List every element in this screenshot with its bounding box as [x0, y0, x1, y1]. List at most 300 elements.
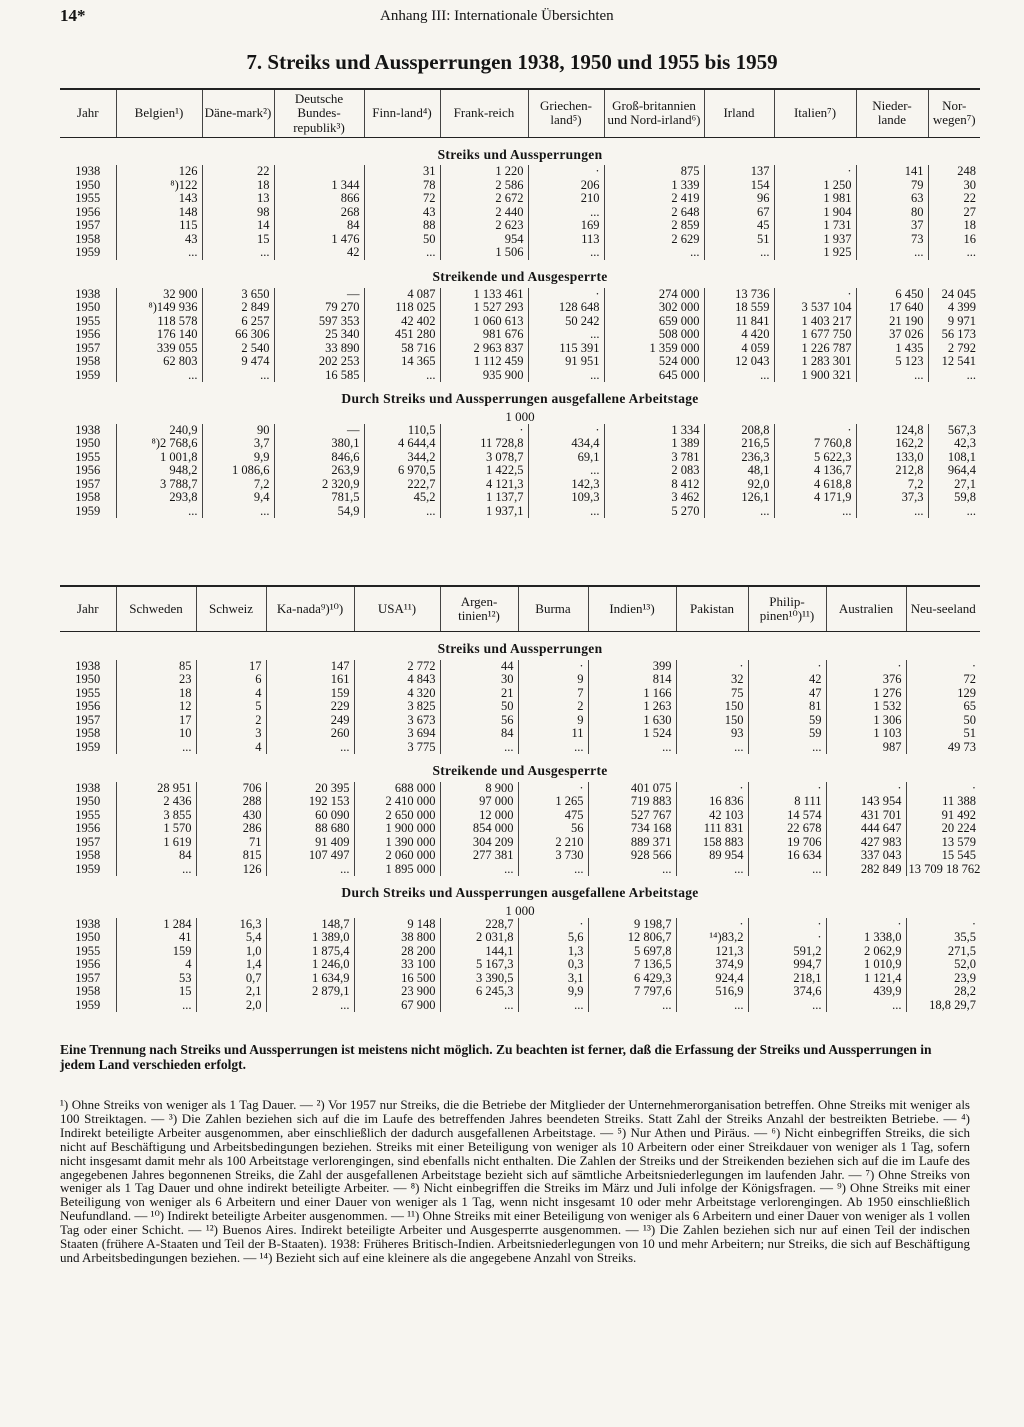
- value-cell: 1 731: [774, 219, 856, 233]
- value-cell: 875: [604, 165, 704, 179]
- value-cell: 9,4: [202, 491, 274, 505]
- value-cell: 1 900 000: [354, 822, 440, 836]
- value-cell: 88 680: [266, 822, 354, 836]
- value-cell: 0,7: [196, 972, 266, 986]
- value-cell: 1 532: [826, 700, 906, 714]
- table-row: [60, 424, 980, 438]
- year-cell: 1958: [75, 490, 101, 505]
- value-cell: 58 716: [364, 342, 440, 356]
- year-cell: 1950: [75, 436, 101, 451]
- value-cell: ...: [826, 999, 906, 1013]
- value-cell: 1 677 750: [774, 328, 856, 342]
- value-cell: 2 963 837: [440, 342, 528, 356]
- value-cell: 249: [266, 714, 354, 728]
- value-cell: 9,9: [202, 451, 274, 465]
- section-title: Streikende und Ausgesperrte: [432, 268, 608, 284]
- value-cell: 4 171,9: [774, 491, 856, 505]
- value-cell: 2,0: [196, 999, 266, 1013]
- value-cell: ·: [748, 931, 826, 945]
- value-cell: ...: [116, 999, 196, 1013]
- value-cell: 50: [440, 700, 518, 714]
- column-header: Italien⁷): [774, 89, 856, 137]
- value-cell: 11 388: [906, 795, 980, 809]
- value-cell: ...: [676, 999, 748, 1013]
- value-cell: 337 043: [826, 849, 906, 863]
- value-cell: 33 890: [274, 342, 364, 356]
- value-cell: 27,1: [928, 478, 980, 492]
- year-cell: 1959: [75, 739, 101, 754]
- value-cell: 567,3: [928, 424, 980, 438]
- value-cell: ·: [774, 424, 856, 438]
- value-cell: 12 806,7: [588, 931, 676, 945]
- value-cell: ...: [528, 505, 604, 519]
- value-cell: ·: [676, 782, 748, 796]
- value-cell: 1 506: [440, 246, 528, 260]
- value-cell: 4 136,7: [774, 464, 856, 478]
- table-row: [60, 342, 980, 356]
- value-cell: 150: [676, 714, 748, 728]
- value-cell: 48,1: [704, 464, 774, 478]
- value-cell: 71: [196, 836, 266, 850]
- value-cell: 1 060 613: [440, 315, 528, 329]
- year-cell: 1956: [75, 327, 101, 342]
- column-header: Philip-pinen¹⁰)¹¹): [748, 586, 826, 632]
- value-cell: 1 220: [440, 165, 528, 179]
- value-cell: 206: [528, 179, 604, 193]
- table-row: [60, 451, 980, 465]
- value-cell: ...: [748, 741, 826, 755]
- value-cell: 19 706: [748, 836, 826, 850]
- value-cell: 21 190: [856, 315, 928, 329]
- unit-label: 1 000: [505, 902, 535, 918]
- value-cell: ·: [528, 165, 604, 179]
- value-cell: 274 000: [604, 288, 704, 302]
- column-header: Belgien¹): [116, 89, 202, 137]
- value-cell: 148,7: [266, 918, 354, 932]
- value-cell: ...: [856, 505, 928, 519]
- value-cell: 475: [518, 809, 588, 823]
- value-cell: 91 409: [266, 836, 354, 850]
- value-cell: ...: [588, 741, 676, 755]
- value-cell: ·: [906, 782, 980, 796]
- value-cell: 96: [704, 192, 774, 206]
- value-cell: 11: [518, 727, 588, 741]
- value-cell: 1 137,7: [440, 491, 528, 505]
- year-cell: 1958: [75, 984, 101, 999]
- value-cell: ·: [518, 782, 588, 796]
- value-cell: 1 121,4: [826, 972, 906, 986]
- value-cell: 1 570: [116, 822, 196, 836]
- value-cell: 69,1: [528, 451, 604, 465]
- value-cell: 2,1: [196, 985, 266, 999]
- value-cell: 115 391: [528, 342, 604, 356]
- value-cell: 91 492: [906, 809, 980, 823]
- value-cell: 2 440: [440, 206, 528, 220]
- value-cell: 5,6: [518, 931, 588, 945]
- value-cell: 16 634: [748, 849, 826, 863]
- column-header: Ka-nada⁹)¹⁰): [266, 586, 354, 632]
- value-cell: 1 283 301: [774, 355, 856, 369]
- value-cell: 113: [528, 233, 604, 247]
- value-cell: ...: [364, 505, 440, 519]
- table-row: [60, 315, 980, 329]
- value-cell: —: [274, 424, 364, 438]
- value-cell: ...: [928, 246, 980, 260]
- value-cell: 928 566: [588, 849, 676, 863]
- value-cell: 148: [116, 206, 202, 220]
- value-cell: 1 001,8: [116, 451, 202, 465]
- section-title: Durch Streiks und Aussperrungen ausgefallene Arbeitstage: [341, 885, 699, 901]
- value-cell: 3 694: [354, 727, 440, 741]
- value-cell: 706: [196, 782, 266, 796]
- value-cell: ⁸)122: [116, 179, 202, 193]
- value-cell: 4 843: [354, 673, 440, 687]
- value-cell: 1 634,9: [266, 972, 354, 986]
- value-cell: 3 650: [202, 288, 274, 302]
- value-cell: 3 537 104: [774, 301, 856, 315]
- value-cell: 4 121,3: [440, 478, 528, 492]
- value-cell: 2 031,8: [440, 931, 518, 945]
- table-row: [60, 464, 980, 478]
- value-cell: ...: [928, 505, 980, 519]
- value-cell: 2 879,1: [266, 985, 354, 999]
- value-cell: 3 462: [604, 491, 704, 505]
- value-cell: 339 055: [116, 342, 202, 356]
- value-cell: 2 083: [604, 464, 704, 478]
- value-cell: 142,3: [528, 478, 604, 492]
- column-header: Neu-seeland: [906, 586, 980, 632]
- value-cell: 50: [906, 714, 980, 728]
- value-cell: 228,7: [440, 918, 518, 932]
- value-cell: ·: [748, 660, 826, 674]
- value-cell: 1 250: [774, 179, 856, 193]
- value-cell: 2 859: [604, 219, 704, 233]
- value-cell: 124,8: [856, 424, 928, 438]
- value-cell: 954: [440, 233, 528, 247]
- value-cell: 47: [748, 687, 826, 701]
- value-cell: 37 026: [856, 328, 928, 342]
- value-cell: 67: [704, 206, 774, 220]
- value-cell: 18: [928, 219, 980, 233]
- value-cell: 374,6: [748, 985, 826, 999]
- value-cell: ·: [528, 424, 604, 438]
- column-header: Irland: [704, 89, 774, 137]
- value-cell: 2 849: [202, 301, 274, 315]
- value-cell: 192 153: [266, 795, 354, 809]
- value-cell: 32: [676, 673, 748, 687]
- value-cell: 222,7: [364, 478, 440, 492]
- table-row: [60, 192, 980, 206]
- value-cell: 1 937,1: [440, 505, 528, 519]
- value-cell: 9 148: [354, 918, 440, 932]
- value-cell: 6 245,3: [440, 985, 518, 999]
- value-cell: ...: [116, 369, 202, 383]
- value-cell: 18: [116, 687, 196, 701]
- value-cell: 66 306: [202, 328, 274, 342]
- value-cell: ...: [588, 999, 676, 1013]
- statistics-table-europe: [60, 88, 980, 518]
- value-cell: 401 075: [588, 782, 676, 796]
- table-row: [60, 700, 980, 714]
- value-cell: 1 900 321: [774, 369, 856, 383]
- table-row: [60, 219, 980, 233]
- table-row: [60, 714, 980, 728]
- page-number: 14*: [60, 6, 86, 25]
- value-cell: ...: [202, 505, 274, 519]
- value-cell: 98: [202, 206, 274, 220]
- table-row: [60, 660, 980, 674]
- value-cell: 54,9: [274, 505, 364, 519]
- value-cell: 4 087: [364, 288, 440, 302]
- table-row: [60, 437, 980, 451]
- value-cell: 20 224: [906, 822, 980, 836]
- value-cell: ...: [774, 505, 856, 519]
- value-cell: 79 270: [274, 301, 364, 315]
- methodology-note: Eine Trennung nach Streiks und Aussperrungen ist meistens nicht möglich. Zu beachten ist ferner, daß die Erfassung der Streiks und Aussperrungen in jedem Land verschieden erfolgt.: [60, 1042, 932, 1073]
- table-row: [60, 206, 980, 220]
- year-cell: 1938: [75, 780, 101, 795]
- table-row: [60, 782, 980, 796]
- value-cell: 25 340: [274, 328, 364, 342]
- value-cell: 49 73: [906, 741, 980, 755]
- statistics-table-overseas: [60, 585, 980, 1012]
- value-cell: 282 849: [826, 863, 906, 877]
- value-cell: 169: [528, 219, 604, 233]
- value-cell: ·: [676, 918, 748, 932]
- year-cell: 1957: [75, 340, 101, 355]
- value-cell: 143: [116, 192, 202, 206]
- value-cell: 16 585: [274, 369, 364, 383]
- value-cell: 1 981: [774, 192, 856, 206]
- value-cell: ...: [116, 505, 202, 519]
- value-cell: ·: [518, 660, 588, 674]
- table-row: [60, 505, 980, 519]
- value-cell: 948,2: [116, 464, 202, 478]
- value-cell: 16 500: [354, 972, 440, 986]
- value-cell: 78: [364, 179, 440, 193]
- value-cell: ·: [518, 918, 588, 932]
- value-cell: 430: [196, 809, 266, 823]
- value-cell: 964,4: [928, 464, 980, 478]
- section-heading-row: [60, 137, 980, 165]
- value-cell: ⁸)2 768,6: [116, 437, 202, 451]
- unit-label: 1 000: [505, 408, 535, 424]
- value-cell: 1 435: [856, 342, 928, 356]
- value-cell: 854 000: [440, 822, 518, 836]
- value-cell: 37,3: [856, 491, 928, 505]
- value-cell: 376: [826, 673, 906, 687]
- value-cell: 15: [202, 233, 274, 247]
- value-cell: —: [274, 288, 364, 302]
- value-cell: 137: [704, 165, 774, 179]
- value-cell: 12 043: [704, 355, 774, 369]
- value-cell: 597 353: [274, 315, 364, 329]
- value-cell: 41: [116, 931, 196, 945]
- section-title: Streikende und Ausgesperrte: [432, 763, 608, 779]
- value-cell: 144,1: [440, 945, 518, 959]
- value-cell: 17: [116, 714, 196, 728]
- value-cell: ...: [856, 369, 928, 383]
- value-cell: ·: [906, 918, 980, 932]
- table-row: [60, 328, 980, 342]
- value-cell: 814: [588, 673, 676, 687]
- value-cell: 981 676: [440, 328, 528, 342]
- value-cell: 45,2: [364, 491, 440, 505]
- value-cell: 65: [906, 700, 980, 714]
- value-cell: 1 284: [116, 918, 196, 932]
- value-cell: ...: [202, 246, 274, 260]
- value-cell: 15: [116, 985, 196, 999]
- year-cell: 1958: [75, 848, 101, 863]
- value-cell: 42 402: [364, 315, 440, 329]
- table-row: [60, 958, 980, 972]
- value-cell: 2 629: [604, 233, 704, 247]
- value-cell: 3: [196, 727, 266, 741]
- value-cell: 13 579: [906, 836, 980, 850]
- value-cell: 30: [440, 673, 518, 687]
- value-cell: 37: [856, 219, 928, 233]
- value-cell: 1 338,0: [826, 931, 906, 945]
- value-cell: ¹⁴)83,2: [676, 931, 748, 945]
- value-cell: 8 412: [604, 478, 704, 492]
- value-cell: 1 527 293: [440, 301, 528, 315]
- running-head: Anhang III: Internationale Übersichten: [380, 8, 614, 24]
- value-cell: 56 173: [928, 328, 980, 342]
- value-cell: 1 246,0: [266, 958, 354, 972]
- year-cell: 1956: [75, 957, 101, 972]
- value-cell: 1 103: [826, 727, 906, 741]
- value-cell: 12: [116, 700, 196, 714]
- value-cell: ·: [826, 782, 906, 796]
- year-cell: 1955: [75, 943, 101, 958]
- value-cell: 84: [116, 849, 196, 863]
- value-cell: 42: [748, 673, 826, 687]
- value-cell: ·: [826, 918, 906, 932]
- value-cell: 304 209: [440, 836, 518, 850]
- value-cell: 22 678: [748, 822, 826, 836]
- value-cell: ·: [774, 288, 856, 302]
- year-cell: 1955: [75, 685, 101, 700]
- value-cell: 6 450: [856, 288, 928, 302]
- value-cell: 158 883: [676, 836, 748, 850]
- value-cell: 32 900: [116, 288, 202, 302]
- column-header: Pakistan: [676, 586, 748, 632]
- value-cell: 141: [856, 165, 928, 179]
- year-cell: 1950: [75, 672, 101, 687]
- value-cell: 91 951: [528, 355, 604, 369]
- value-cell: 216,5: [704, 437, 774, 451]
- value-cell: 4 644,4: [364, 437, 440, 451]
- value-cell: 1 334: [604, 424, 704, 438]
- value-cell: 5 697,8: [588, 945, 676, 959]
- column-header: Indien¹³): [588, 586, 676, 632]
- value-cell: 28 200: [354, 945, 440, 959]
- value-cell: 1,4: [196, 958, 266, 972]
- value-cell: 159: [116, 945, 196, 959]
- value-cell: 1 937: [774, 233, 856, 247]
- value-cell: 1 524: [588, 727, 676, 741]
- value-cell: 1 133 461: [440, 288, 528, 302]
- value-cell: 43: [116, 233, 202, 247]
- value-cell: ...: [528, 206, 604, 220]
- value-cell: 4: [196, 687, 266, 701]
- value-cell: 42,3: [928, 437, 980, 451]
- value-cell: 52,0: [906, 958, 980, 972]
- value-cell: 9: [518, 714, 588, 728]
- value-cell: 344,2: [364, 451, 440, 465]
- table-row: [60, 849, 980, 863]
- value-cell: 248: [928, 165, 980, 179]
- value-cell: 516,9: [676, 985, 748, 999]
- value-cell: 6 970,5: [364, 464, 440, 478]
- value-cell: ...: [704, 369, 774, 383]
- year-cell: 1938: [75, 916, 101, 931]
- value-cell: 1 476: [274, 233, 364, 247]
- value-cell: 11 728,8: [440, 437, 528, 451]
- table-row: [60, 972, 980, 986]
- value-cell: 2 772: [354, 660, 440, 674]
- column-header: USA¹¹): [354, 586, 440, 632]
- value-cell: 14: [202, 219, 274, 233]
- section-heading-row: [60, 754, 980, 782]
- value-cell: 3 788,7: [116, 478, 202, 492]
- value-cell: 30: [928, 179, 980, 193]
- value-cell: 31: [364, 165, 440, 179]
- value-cell: 781,5: [274, 491, 364, 505]
- value-cell: 3 855: [116, 809, 196, 823]
- year-cell: 1938: [75, 286, 101, 301]
- value-cell: 20 395: [266, 782, 354, 796]
- year-cell: 1950: [75, 300, 101, 315]
- value-cell: 4 618,8: [774, 478, 856, 492]
- value-cell: 79: [856, 179, 928, 193]
- value-cell: 84: [274, 219, 364, 233]
- value-cell: ...: [704, 505, 774, 519]
- value-cell: ...: [440, 999, 518, 1013]
- year-cell: 1959: [75, 503, 101, 518]
- value-cell: 431 701: [826, 809, 906, 823]
- value-cell: ...: [748, 999, 826, 1013]
- value-cell: 1,0: [196, 945, 266, 959]
- value-cell: 143 954: [826, 795, 906, 809]
- value-cell: 288: [196, 795, 266, 809]
- value-cell: 527 767: [588, 809, 676, 823]
- value-cell: 212,8: [856, 464, 928, 478]
- value-cell: 115: [116, 219, 202, 233]
- value-cell: 3,7: [202, 437, 274, 451]
- table-row: [60, 288, 980, 302]
- value-cell: 17 640: [856, 301, 928, 315]
- value-cell: ·: [676, 660, 748, 674]
- year-cell: 1938: [75, 658, 101, 673]
- column-header: Australien: [826, 586, 906, 632]
- value-cell: 293,8: [116, 491, 202, 505]
- value-cell: 133,0: [856, 451, 928, 465]
- value-cell: ·: [748, 782, 826, 796]
- table-row: [60, 809, 980, 823]
- value-cell: 1 276: [826, 687, 906, 701]
- year-cell: 1957: [75, 218, 101, 233]
- value-cell: ...: [748, 863, 826, 877]
- value-cell: 72: [364, 192, 440, 206]
- value-cell: 9 971: [928, 315, 980, 329]
- value-cell: ...: [440, 741, 518, 755]
- value-cell: ...: [588, 863, 676, 877]
- value-cell: 44: [440, 660, 518, 674]
- value-cell: 374,9: [676, 958, 748, 972]
- year-cell: 1955: [75, 807, 101, 822]
- value-cell: 9: [518, 673, 588, 687]
